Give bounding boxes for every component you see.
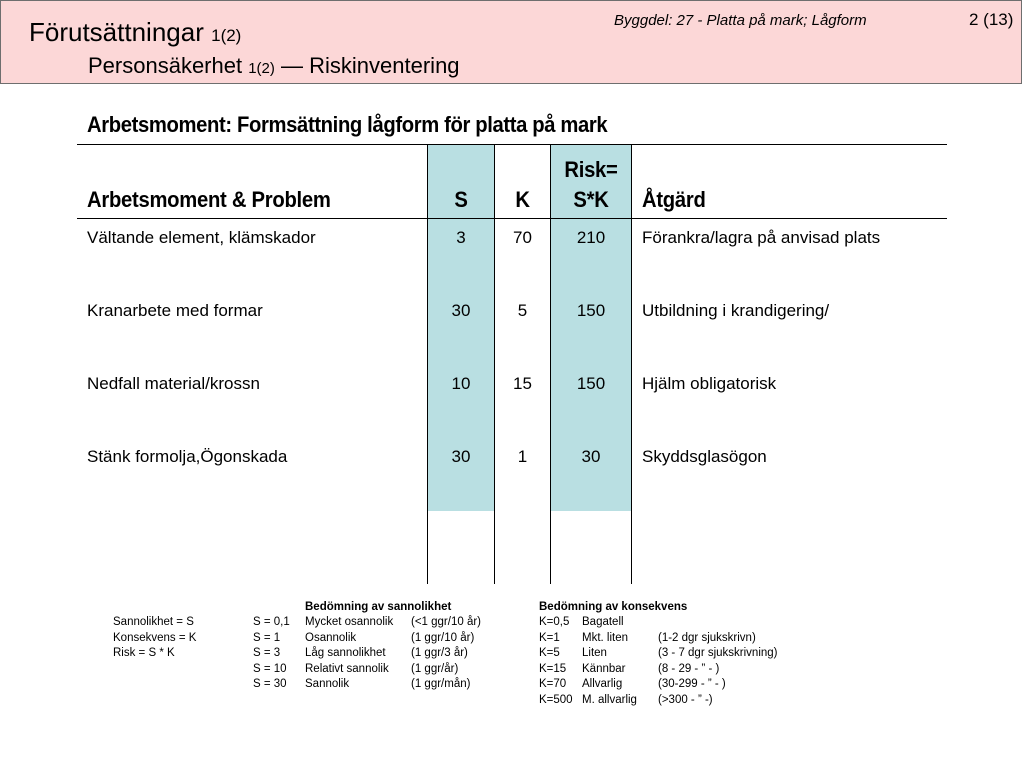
col-header-k: K: [515, 187, 530, 212]
probability-label: Relativt sannolik: [305, 662, 389, 675]
probability-freq: (1 ggr/år): [411, 662, 459, 675]
legend-definition: Sannolikhet = S: [113, 616, 194, 628]
page-subtitle: [88, 53, 460, 79]
consequence-code: K=500: [539, 693, 573, 706]
probability-code: S = 3: [253, 647, 281, 659]
col-header-problem: Arbetsmoment & Problem: [87, 187, 331, 212]
row-risk: 150: [576, 374, 606, 393]
page-subtitle-text: Personsäkerhet: [88, 53, 243, 78]
row-k: 15: [513, 374, 532, 393]
consequence-desc: (3 - 7 dgr sjukskrivning): [658, 647, 778, 659]
page-title: [29, 17, 241, 48]
legend-definition: Risk = S * K: [113, 647, 175, 659]
probability-freq: (<1 ggr/10 år): [411, 616, 481, 628]
page-title-number: 1(2): [211, 26, 242, 45]
table-top-rule: [77, 144, 947, 145]
consequence-code: K=70: [539, 678, 567, 690]
consequence-code: K=1: [539, 631, 560, 644]
page-subtitle-rest: — Riskinventering: [281, 53, 460, 78]
page-title-text: Förutsättningar: [29, 17, 204, 47]
probability-freq: (1 ggr/mån): [411, 678, 471, 690]
row-k: 1: [517, 447, 528, 466]
table-divider-1: [427, 145, 428, 584]
row-problem: Nedfall material/krossn: [87, 374, 260, 393]
consequence-desc: (8 - 29 - ” - ): [658, 662, 720, 675]
consequence-heading: Bedömning av konsekvens: [539, 600, 688, 613]
row-s: 10: [451, 374, 471, 393]
slide-header: [0, 0, 1022, 84]
row-atgard: Förankra/lagra på anvisad plats: [642, 228, 881, 247]
row-problem: Stänk formolja,Ögonskada: [87, 447, 288, 466]
probability-code: S = 0,1: [253, 616, 290, 628]
legend-definition: Konsekvens = K: [113, 631, 197, 644]
section-title: Arbetsmoment: Formsättning lågform för platta på mark: [87, 112, 608, 137]
consequence-label: M. allvarlig: [582, 693, 637, 706]
page-subtitle-number: 1(2): [248, 60, 275, 77]
consequence-label: Allvarlig: [582, 678, 623, 690]
consequence-label: Bagatell: [582, 616, 624, 628]
row-atgard: Skyddsglasögon: [642, 447, 767, 466]
row-risk: 30: [581, 447, 601, 466]
probability-label: Osannolik: [305, 631, 357, 644]
probability-heading: Bedömning av sannolikhet: [305, 600, 452, 613]
probability-freq: (1 ggr/10 år): [411, 631, 475, 644]
row-s: 30: [451, 301, 471, 320]
row-problem: Vältande element, klämskador: [87, 228, 316, 247]
row-s: 3: [456, 228, 466, 247]
row-s: 30: [451, 447, 471, 466]
row-risk: 150: [576, 301, 606, 320]
probability-label: Sannolik: [305, 678, 350, 690]
probability-code: S = 10: [253, 662, 287, 675]
table-header-rule: [77, 218, 947, 219]
col-header-risk-line2: S*K: [573, 187, 609, 212]
consequence-desc: (1-2 dgr sjukskrivn): [658, 631, 756, 644]
col-header-atgard: Åtgärd: [642, 187, 706, 212]
col-header-risk-line1: Risk=: [564, 157, 618, 182]
row-atgard: Hjälm obligatorisk: [642, 374, 777, 393]
consequence-code: K=5: [539, 647, 560, 659]
row-k: 70: [513, 228, 532, 247]
col-header-s: S: [454, 187, 468, 212]
probability-code: S = 30: [253, 678, 287, 690]
probability-label: Låg sannolikhet: [305, 647, 386, 659]
consequence-code: K=0,5: [539, 616, 570, 628]
row-atgard: Utbildning i krandigering/: [642, 301, 830, 320]
row-problem: Kranarbete med formar: [87, 301, 263, 320]
page-number: 2 (13): [969, 10, 1014, 29]
table-divider-4: [631, 145, 632, 584]
probability-code: S = 1: [253, 631, 281, 644]
row-risk: 210: [576, 228, 606, 247]
consequence-desc: (>300 - ” -): [658, 693, 713, 706]
consequence-label: Mkt. liten: [582, 631, 629, 644]
consequence-code: K=15: [539, 662, 567, 675]
probability-freq: (1 ggr/3 år): [411, 647, 468, 659]
byggdel-label: Byggdel: 27 - Platta på mark; Lågform: [614, 12, 867, 29]
consequence-desc: (30-299 - ” - ): [658, 678, 726, 690]
table-divider-3: [550, 145, 551, 584]
consequence-label: Kännbar: [582, 662, 626, 675]
probability-label: Mycket osannolik: [305, 616, 394, 628]
consequence-label: Liten: [582, 647, 607, 659]
row-k: 5: [517, 301, 528, 320]
table-divider-2: [494, 145, 495, 584]
